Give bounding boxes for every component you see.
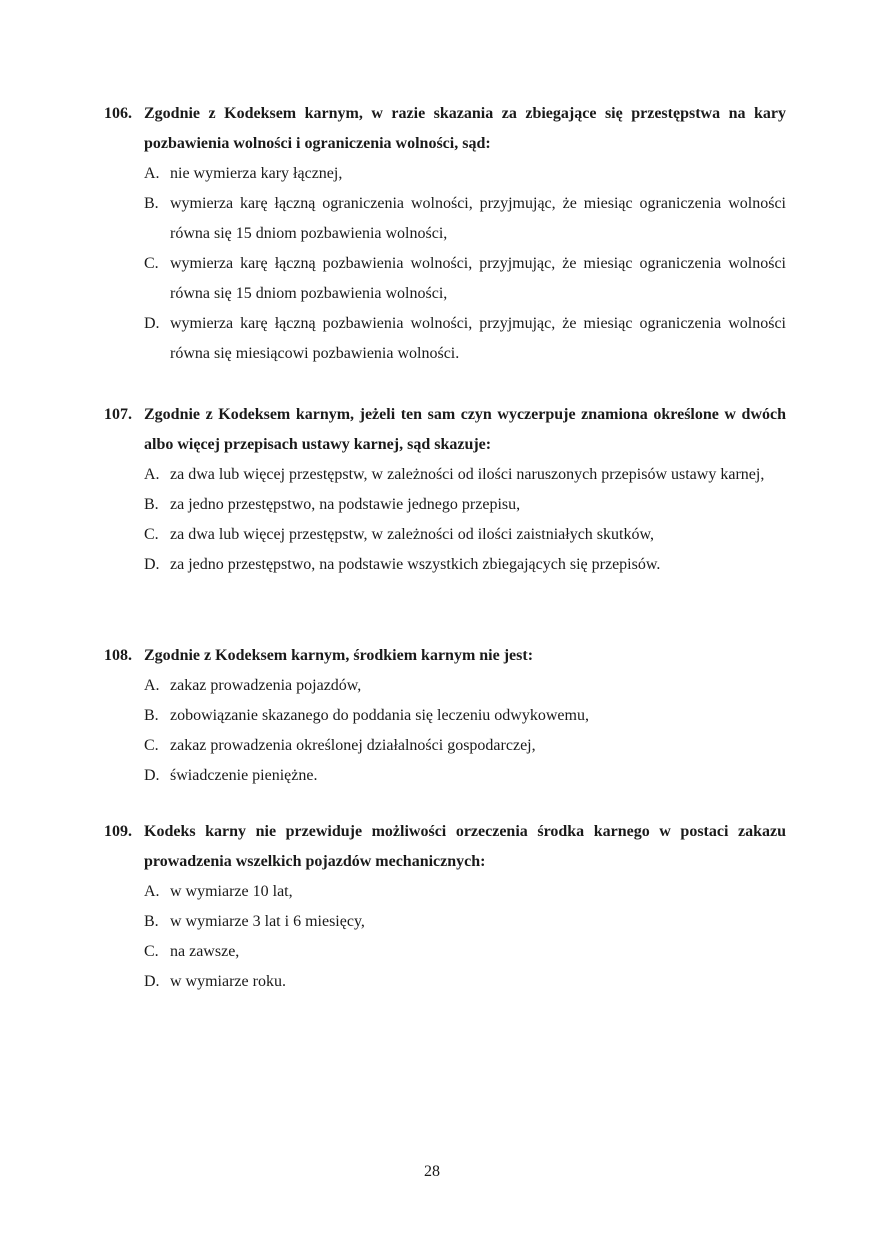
option-letter: D. (144, 556, 160, 573)
question-108 (104, 641, 786, 791)
question-header (104, 99, 786, 159)
question-text: Zgodnie z Kodeksem karnym, w razie skazania za zbiegające się przestępstwa na kary pozbawienia wolności i ograniczenia wolności, sąd: (144, 105, 786, 152)
answer-option-a (144, 877, 786, 907)
question-header (104, 641, 786, 671)
question-106 (104, 99, 786, 369)
question-number: 108. (104, 647, 132, 664)
option-text: zakaz prowadzenia określonej działalności gospodarczej, (170, 737, 536, 754)
answer-option-b (144, 490, 786, 520)
option-text: w wymiarze 3 lat i 6 miesięcy, (170, 913, 365, 930)
option-text: zobowiązanie skazanego do poddania się leczeniu odwykowemu, (170, 707, 589, 724)
question-107 (104, 400, 786, 580)
question-text: Zgodnie z Kodeksem karnym, jeżeli ten sam czyn wyczerpuje znamiona określone w dwóch albo więcej przepisach ustawy karnej, sąd skazuje: (144, 406, 786, 453)
option-letter: A. (144, 466, 160, 483)
option-text: za jedno przestępstwo, na podstawie jednego przepisu, (170, 496, 521, 513)
option-letter: C. (144, 943, 159, 960)
option-text: nie wymierza kary łącznej, (170, 165, 343, 182)
answer-option-a (144, 460, 786, 490)
option-text: w wymiarze 10 lat, (170, 883, 293, 900)
question-text: Zgodnie z Kodeksem karnym, środkiem karnym nie jest: (144, 647, 534, 664)
option-letter: A. (144, 165, 160, 182)
answer-option-d (144, 550, 786, 580)
answer-options (144, 159, 786, 369)
answer-option-d (144, 309, 786, 369)
question-text: Kodeks karny nie przewiduje możliwości orzeczenia środka karnego w postaci zakazu prowadzenia wszelkich pojazdów mechanicznych: (144, 823, 786, 870)
option-letter: B. (144, 707, 159, 724)
answer-option-a (144, 671, 786, 701)
option-text: za jedno przestępstwo, na podstawie wszystkich zbiegających się przepisów. (170, 556, 661, 573)
option-text: wymierza karę łączną pozbawienia wolności, przyjmując, że miesiąc ograniczenia wolności równa się miesiącowi pozbawienia wolności. (170, 315, 786, 362)
option-letter: D. (144, 315, 160, 332)
option-text: świadczenie pieniężne. (170, 767, 318, 784)
option-letter: C. (144, 526, 159, 543)
answer-option-c (144, 731, 786, 761)
option-letter: D. (144, 973, 160, 990)
option-letter: C. (144, 737, 159, 754)
answer-option-b (144, 907, 786, 937)
answer-option-c (144, 937, 786, 967)
answer-option-c (144, 249, 786, 309)
option-text: za dwa lub więcej przestępstw, w zależności od ilości zaistniałych skutków, (170, 526, 654, 543)
answer-options (144, 671, 786, 791)
question-header (104, 400, 786, 460)
option-letter: C. (144, 255, 159, 272)
answer-option-a (144, 159, 786, 189)
answer-option-d (144, 761, 786, 791)
question-number: 107. (104, 406, 132, 423)
answer-options (144, 460, 786, 580)
option-letter: A. (144, 677, 160, 694)
answer-option-d (144, 967, 786, 997)
option-text: wymierza karę łączną pozbawienia wolności, przyjmując, że miesiąc ograniczenia wolności równa się 15 dniom pozbawienia wolności, (170, 255, 786, 302)
page-number: 28 (424, 1163, 440, 1180)
option-letter: B. (144, 496, 159, 513)
question-number: 106. (104, 105, 132, 122)
option-letter: D. (144, 767, 160, 784)
answer-option-b (144, 701, 786, 731)
answer-option-b (144, 189, 786, 249)
question-header (104, 817, 786, 877)
option-text: w wymiarze roku. (170, 973, 286, 990)
option-letter: A. (144, 883, 160, 900)
answer-option-c (144, 520, 786, 550)
question-number: 109. (104, 823, 132, 840)
question-109 (104, 817, 786, 997)
option-text: wymierza karę łączną ograniczenia wolności, przyjmując, że miesiąc ograniczenia wolności równa się 15 dniom pozbawienia wolności, (170, 195, 786, 242)
answer-options (144, 877, 786, 997)
option-letter: B. (144, 195, 159, 212)
option-text: zakaz prowadzenia pojazdów, (170, 677, 362, 694)
option-text: na zawsze, (170, 943, 240, 960)
option-letter: B. (144, 913, 159, 930)
option-text: za dwa lub więcej przestępstw, w zależności od ilości naruszonych przepisów ustawy karnej, (170, 466, 765, 483)
